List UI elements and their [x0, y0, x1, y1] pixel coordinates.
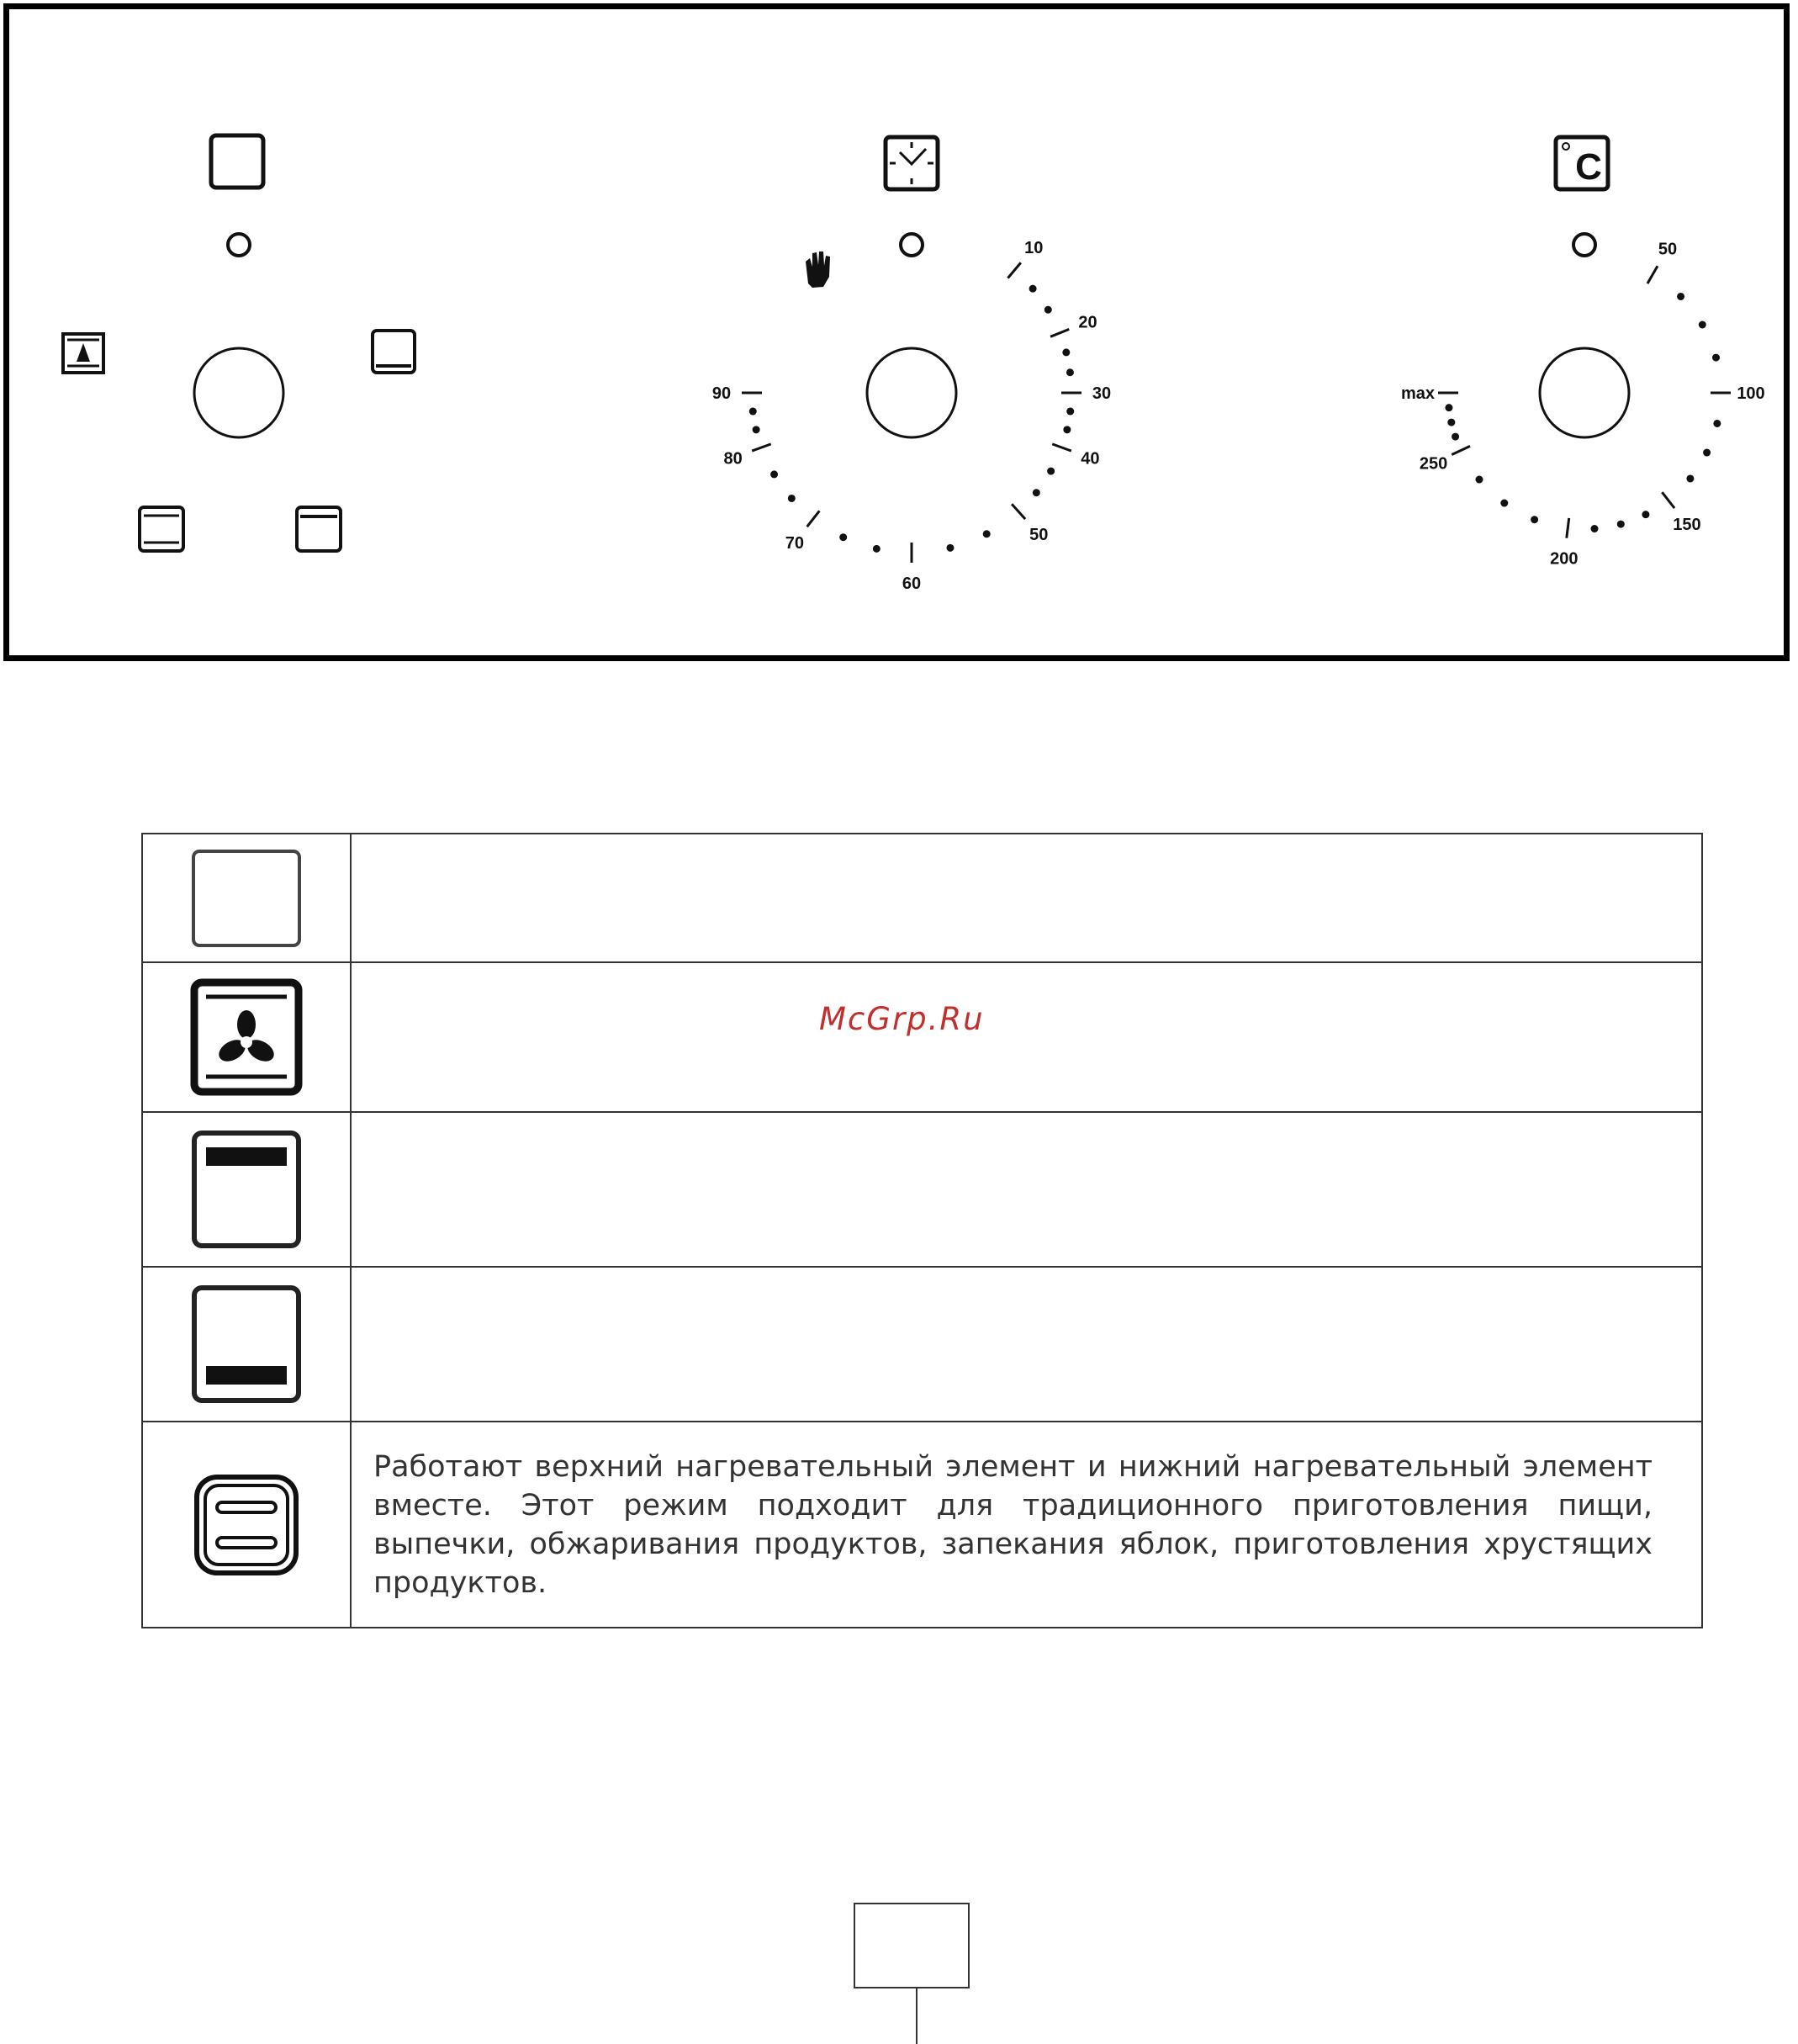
table-row: [142, 1422, 1702, 1628]
temperature-knob-group: [1401, 137, 1765, 569]
timer-scale-label: 30: [1092, 384, 1112, 403]
timer-scale-tick: [1052, 444, 1071, 451]
icon-cell: [142, 834, 351, 962]
top-heat-icon: [190, 1129, 303, 1250]
temperature-scale-label: 150: [1673, 516, 1701, 535]
timer-scale-dot: [1062, 348, 1070, 356]
table-row: [142, 1267, 1702, 1422]
temperature-scale-dot: [1642, 511, 1649, 518]
mode-indicator: [228, 234, 250, 256]
timer-scale-dot: [1044, 306, 1052, 314]
timer-scale-dot: [753, 426, 760, 433]
timer-scale-dot: [749, 408, 757, 416]
table-row: [142, 962, 1702, 1112]
top-bottom-heat-icon: [140, 507, 183, 551]
timer-scale-dot: [983, 530, 991, 537]
page-number-box: [854, 1903, 970, 1988]
temperature-scale-dot: [1686, 474, 1694, 482]
timer-scale-label: 80: [723, 449, 743, 469]
timer-scale-label: 20: [1078, 313, 1097, 332]
temperature-scale-dot: [1699, 321, 1706, 329]
temperature-scale-tick: [1662, 492, 1674, 508]
temperature-scale-label: 200: [1550, 549, 1579, 569]
mode-description: [351, 1267, 1702, 1422]
mode-description: [351, 962, 1702, 1112]
svg-text:C: C: [1575, 146, 1602, 188]
control-panel: [3, 3, 1790, 661]
fan-icon: [190, 978, 303, 1096]
temperature-scale-tick: [1567, 518, 1569, 538]
timer-scale-dot: [1066, 368, 1074, 376]
mode-knob[interactable]: [194, 348, 283, 437]
hand-icon: [806, 252, 830, 288]
timer-scale-dot: [946, 544, 954, 552]
timer-scale-label: 50: [1029, 525, 1049, 544]
temperature-scale-dot: [1703, 449, 1711, 457]
timer-scale-tick: [752, 444, 771, 451]
page-number-stem: [916, 1988, 918, 2044]
timer-scale-dot: [1033, 489, 1040, 496]
timer-knob-group: [712, 137, 1111, 593]
timer-scale-dot: [1063, 426, 1071, 433]
temperature-scale-dot: [1617, 521, 1625, 528]
timer-scale-tick: [1050, 329, 1069, 336]
temperature-scale-dot: [1500, 500, 1508, 507]
timer-scale-dot: [1029, 285, 1037, 293]
celsius-icon: [1556, 137, 1608, 189]
mode-description: Работают верхний нагревательный элемент и нижний нагревательный элемент вместе. Этот режим подходит для традиционного приготовления пищи, выпечки, обжаривания продуктов, запекания яблок, приготовления хрустящих продуктов.: [351, 1422, 1702, 1628]
mode-knob-group: [63, 135, 415, 551]
temperature-scale-dot: [1531, 516, 1538, 523]
temperature-scale-label: 250: [1419, 454, 1448, 474]
temperature-scale-label: 50: [1658, 240, 1678, 259]
temperature-scale-dot: [1591, 525, 1599, 532]
fan-icon: [63, 334, 103, 373]
temperature-scale-tick: [1647, 266, 1658, 283]
timer-scale-dot: [788, 495, 796, 502]
timer-scale-label: 40: [1081, 449, 1100, 469]
icon-cell: [142, 962, 351, 1112]
mode-description: [351, 1112, 1702, 1267]
top-bottom-heat-icon: [193, 1474, 299, 1576]
timer-scale-label: 10: [1024, 238, 1044, 257]
top-heat-icon: [297, 507, 341, 551]
timer-scale-dot: [873, 545, 880, 553]
timer-scale-tick: [1007, 262, 1020, 278]
icon-cell: [142, 1112, 351, 1267]
temperature-scale-label: max: [1400, 384, 1436, 403]
temperature-scale-dot: [1447, 419, 1455, 426]
timer-scale-tick: [1012, 504, 1025, 519]
temperature-scale-dot: [1677, 293, 1684, 300]
timer-indicator: [901, 234, 923, 256]
timer-scale-dot: [1066, 408, 1074, 416]
clock-icon: [886, 137, 938, 189]
mode-description: [351, 834, 1702, 962]
temperature-scale-dot: [1712, 354, 1720, 362]
table-row: [142, 834, 1702, 962]
timer-scale-label: 70: [785, 534, 804, 553]
temperature-scale-dot: [1713, 420, 1721, 427]
temperature-scale-dot: [1445, 404, 1452, 411]
temperature-scale-label: 100: [1737, 384, 1765, 403]
temperature-scale-tick: [1452, 446, 1470, 454]
modes-table: [141, 833, 1703, 1628]
timer-scale-label: 90: [711, 384, 732, 403]
timer-knob[interactable]: [867, 348, 956, 437]
bottom-heat-icon: [373, 331, 415, 373]
temperature-indicator: [1573, 234, 1595, 256]
timer-scale-dot: [1047, 468, 1055, 475]
blank-square-icon: [190, 848, 303, 949]
temperature-scale-dot: [1475, 476, 1483, 484]
watermark: McGrp.Ru: [819, 1001, 985, 1037]
temperature-knob[interactable]: [1540, 348, 1629, 437]
temperature-scale-dot: [1452, 433, 1459, 441]
table-row: [142, 1112, 1702, 1267]
timer-scale-dot: [839, 533, 847, 541]
timer-scale-dot: [770, 470, 778, 478]
timer-scale-tick: [807, 511, 820, 527]
timer-scale-label: 60: [902, 575, 922, 593]
bottom-heat-icon: [190, 1284, 303, 1405]
icon-cell: [142, 1422, 351, 1628]
mode-symbol-square-icon: [211, 135, 263, 188]
icon-cell: [142, 1267, 351, 1422]
